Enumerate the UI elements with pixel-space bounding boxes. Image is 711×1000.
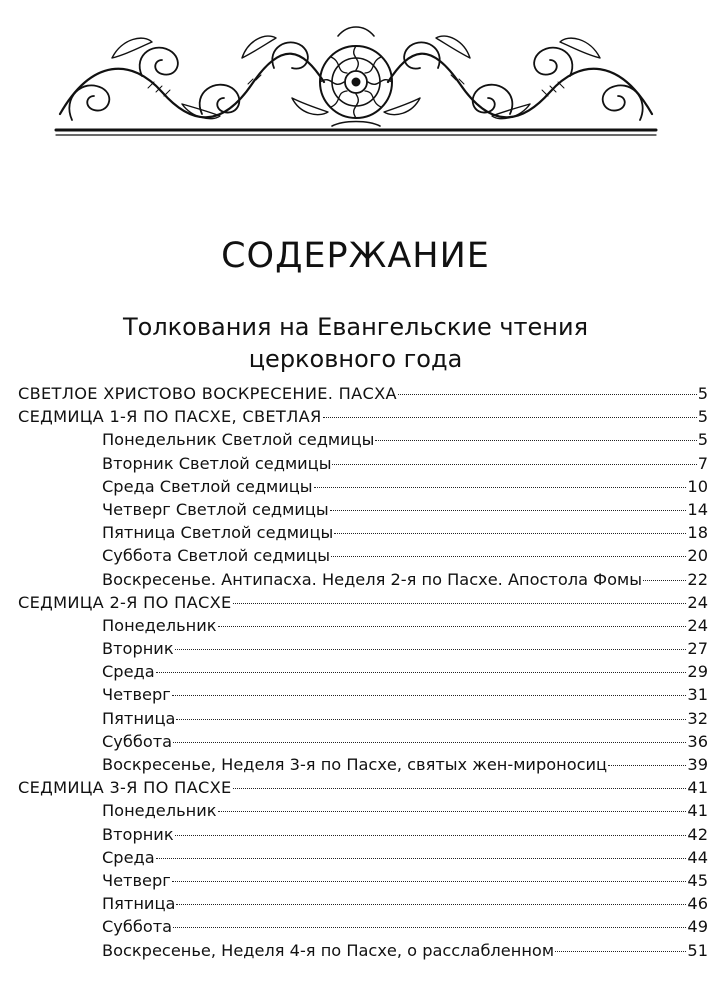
- toc-entry-title: Среда: [102, 662, 155, 682]
- dot-leader: [555, 951, 686, 952]
- dot-leader: [172, 881, 687, 882]
- toc-page-number: 27: [687, 639, 708, 659]
- toc-section-title: СЕДМИЦА 2-Я ПО ПАСХЕ: [18, 592, 232, 612]
- dot-leader: [172, 695, 687, 696]
- toc-entry-row[interactable]: [18, 683, 708, 706]
- toc-section-row[interactable]: [18, 382, 708, 405]
- dot-leader: [314, 487, 687, 488]
- page-subtitle: [0, 311, 711, 375]
- toc-entry-row[interactable]: [18, 521, 708, 544]
- dot-leader: [398, 394, 697, 395]
- toc-entry-row[interactable]: [18, 869, 708, 892]
- dot-leader: [156, 672, 687, 673]
- toc-page-number: 24: [687, 615, 708, 635]
- toc-entry-title: Четверг: [102, 685, 171, 705]
- dot-leader: [233, 788, 687, 789]
- table-of-contents: [18, 382, 708, 962]
- toc-page-number: 29: [687, 662, 708, 682]
- toc-page-number: 18: [687, 523, 708, 543]
- toc-entry-row[interactable]: [18, 915, 708, 938]
- dot-leader: [175, 649, 687, 650]
- dot-leader: [173, 742, 686, 743]
- toc-entry-title: Суббота: [102, 917, 173, 937]
- toc-entry-title: Понедельник: [102, 801, 217, 821]
- dot-leader: [176, 719, 686, 720]
- toc-entry-title: Четверг: [102, 870, 171, 890]
- toc-entry-title: Вторник: [102, 824, 174, 844]
- toc-section-row[interactable]: [18, 405, 708, 428]
- subtitle-line: Толкования на Евангельские чтения: [123, 313, 588, 341]
- toc-page-number: 5: [697, 430, 708, 450]
- dot-leader: [330, 510, 687, 511]
- toc-entry-row[interactable]: [18, 846, 708, 869]
- toc-page-number: 46: [687, 894, 708, 914]
- toc-entry-title: Понедельник Светлой седмицы: [102, 430, 375, 450]
- toc-entry-title: Вторник Светлой седмицы: [102, 453, 332, 473]
- toc-entry-row[interactable]: [18, 660, 708, 683]
- dot-leader: [334, 533, 686, 534]
- toc-entry-title: Пятница Светлой седмицы: [102, 523, 334, 543]
- toc-page-number: 32: [687, 708, 708, 728]
- toc-page-number: 39: [687, 755, 708, 774]
- toc-page-number: 41: [687, 801, 708, 821]
- toc-page-number: 31: [687, 685, 708, 705]
- toc-section-title: СЕДМИЦА 1-Я ПО ПАСХЕ, СВЕТЛАЯ: [18, 407, 322, 427]
- toc-section-row[interactable]: [18, 591, 708, 614]
- toc-entry-title: Вторник: [102, 639, 174, 659]
- toc-entry-row[interactable]: [18, 707, 708, 730]
- toc-entry-row[interactable]: [18, 428, 708, 451]
- toc-page-number: 14: [687, 499, 708, 519]
- toc-entry-row[interactable]: [18, 730, 708, 753]
- toc-page-number: 20: [687, 546, 708, 566]
- toc-entry-row[interactable]: [18, 892, 708, 915]
- toc-entry-row[interactable]: [18, 544, 708, 567]
- toc-entry-title: Суббота: [102, 731, 173, 751]
- toc-entry-row[interactable]: [18, 637, 708, 660]
- toc-entry-row[interactable]: [18, 614, 708, 637]
- subtitle-line: церковного года: [248, 345, 463, 373]
- dot-leader: [176, 904, 686, 905]
- toc-page-number: 51: [687, 940, 708, 960]
- toc-entry-title: Среда Светлой седмицы: [102, 476, 313, 496]
- toc-page-number: 49: [687, 917, 708, 937]
- dot-leader: [323, 417, 697, 418]
- toc-page-number: 22: [687, 569, 708, 589]
- dot-leader: [375, 440, 696, 441]
- dot-leader: [173, 927, 686, 928]
- dot-leader: [233, 603, 687, 604]
- page-title: СОДЕРЖАНИЕ: [221, 236, 490, 276]
- toc-entry-title: Суббота Светлой седмицы: [102, 546, 330, 566]
- toc-entry-row[interactable]: [18, 753, 708, 776]
- dot-leader: [218, 626, 687, 627]
- toc-page-number: 36: [687, 731, 708, 751]
- toc-page-number: 24: [687, 592, 708, 612]
- dot-leader: [156, 858, 687, 859]
- floral-scroll-ornament-icon: [52, 18, 660, 142]
- toc-entry-row[interactable]: [18, 799, 708, 822]
- toc-entry-title: Четверг Светлой седмицы: [102, 499, 329, 519]
- toc-entry-title: Пятница: [102, 894, 176, 914]
- toc-entry-row[interactable]: [18, 939, 708, 962]
- toc-page-number: 5: [697, 384, 708, 403]
- toc-page-number: 5: [697, 407, 708, 427]
- toc-section-row[interactable]: [18, 776, 708, 799]
- toc-section-title: СВЕТЛОЕ ХРИСТОВО ВОСКРЕСЕНИЕ. ПАСХА: [18, 384, 397, 403]
- dot-leader: [218, 811, 687, 812]
- toc-page-number: 10: [687, 476, 708, 496]
- toc-page-number: 41: [687, 778, 708, 798]
- dot-leader: [331, 556, 686, 557]
- toc-entry-row[interactable]: [18, 475, 708, 498]
- toc-entry-title: Среда: [102, 847, 155, 867]
- toc-entry-row[interactable]: [18, 823, 708, 846]
- toc-entry-row[interactable]: [18, 452, 708, 475]
- dot-leader: [175, 835, 687, 836]
- toc-entry-title: Понедельник: [102, 615, 217, 635]
- toc-page-number: 42: [687, 824, 708, 844]
- toc-page-number: 7: [697, 453, 708, 473]
- toc-entry-title: Воскресенье. Антипасха. Неделя 2-я по Пасхе. Апостола Фомы: [102, 569, 642, 589]
- toc-entry-row[interactable]: [18, 568, 708, 591]
- toc-page-number: 44: [687, 847, 708, 867]
- toc-entry-title: Пятница: [102, 708, 176, 728]
- dot-leader: [332, 464, 696, 465]
- toc-entry-title: Воскресенье, Неделя 3-я по Пасхе, святых жен-мироносиц: [102, 755, 608, 774]
- toc-page-number: 45: [687, 870, 708, 890]
- dot-leader: [643, 580, 686, 581]
- toc-entry-title: Воскресенье, Неделя 4-я по Пасхе, о расслабленном: [102, 940, 555, 960]
- dot-leader: [608, 765, 686, 766]
- toc-entry-row[interactable]: [18, 498, 708, 521]
- toc-section-title: СЕДМИЦА 3-Я ПО ПАСХЕ: [18, 778, 232, 798]
